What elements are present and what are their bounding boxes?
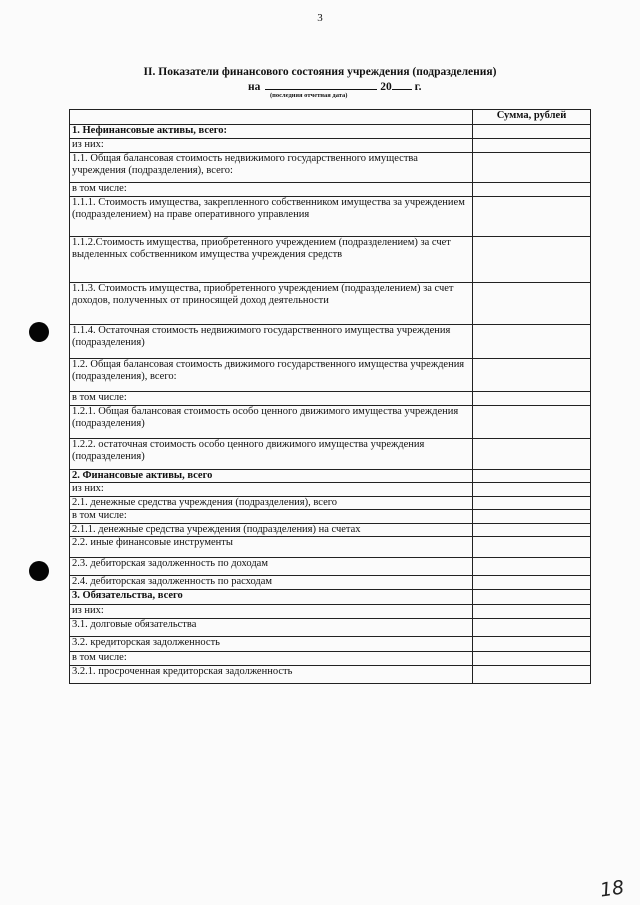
table-header-row [70, 110, 591, 125]
indicator-label: 2.3. дебиторская задолженность по доходам [70, 558, 473, 576]
table-row [70, 483, 591, 497]
indicator-label: 1.2.1. Общая балансовая стоимость особо ценного движимого имущества учреждения (подразделения) [70, 405, 473, 438]
table-row [70, 282, 591, 324]
amount-cell[interactable] [473, 605, 591, 619]
indicator-label: 1.1.4. Остаточная стоимость недвижимого государственного имущества учреждения (подразделения) [70, 324, 473, 358]
indicator-label: 1.1.2.Стоимость имущества, приобретенного учреждением (подразделением) за счет выделенных собственником имущества учреждения средств [70, 236, 473, 282]
amount-cell[interactable] [473, 558, 591, 576]
indicator-label: 3.2. кредиторская задолженность [70, 637, 473, 652]
amount-cell[interactable] [473, 391, 591, 405]
indicator-label: 3.2.1. просроченная кредиторская задолженность [70, 665, 473, 683]
amount-cell[interactable] [473, 324, 591, 358]
indicator-label: 2.1. денежные средства учреждения (подразделения), всего [70, 496, 473, 510]
indicator-label: в том числе: [70, 510, 473, 524]
amount-cell[interactable] [473, 236, 591, 282]
table-row [70, 523, 591, 537]
amount-cell[interactable] [473, 405, 591, 438]
date-blank [265, 78, 377, 90]
indicator-label: 1.1.1. Стоимость имущества, закрепленного собственником имущества за учреждением (подразделением) на праве оперативного управления [70, 196, 473, 236]
punch-hole-top [29, 322, 49, 342]
amount-cell[interactable] [473, 125, 591, 139]
amount-cell[interactable] [473, 469, 591, 483]
amount-cell[interactable] [473, 652, 591, 666]
indicator-label: 3. Обязательства, всего [70, 590, 473, 605]
indicator-label: в том числе: [70, 652, 473, 666]
amount-cell[interactable] [473, 139, 591, 153]
indicator-label: 1.2. Общая балансовая стоимость движимого государственного имущества учреждения (подразделения), всего: [70, 358, 473, 391]
section-title: II. Показатели финансового состояния учреждения (подразделения) [143, 66, 497, 78]
amount-cell[interactable] [473, 637, 591, 652]
table-row [70, 405, 591, 438]
year-blank [392, 78, 412, 90]
financial-indicators-table [69, 109, 591, 684]
punch-hole-bottom [29, 561, 49, 581]
table-row [70, 469, 591, 483]
indicator-label: 2.4. дебиторская задолженность по расходам [70, 576, 473, 590]
indicator-label: в том числе: [70, 182, 473, 196]
year-suffix: г. [414, 81, 422, 93]
amount-cell[interactable] [473, 537, 591, 558]
amount-cell[interactable] [473, 665, 591, 683]
table-row [70, 510, 591, 524]
indicator-label: из них: [70, 139, 473, 153]
table-row [70, 637, 591, 652]
indicator-label: 1. Нефинансовые активы, всего: [70, 125, 473, 139]
indicator-label: 1.2.2. остаточная стоимость особо ценного движимого имущества учреждения (подразделения) [70, 438, 473, 469]
table-row [70, 152, 591, 182]
table-row [70, 324, 591, 358]
amount-cell[interactable] [473, 438, 591, 469]
page-number: 3 [317, 12, 323, 24]
table-row [70, 590, 591, 605]
date-caption: (последняя отчетная дата) [270, 92, 348, 99]
table-row [70, 438, 591, 469]
amount-cell[interactable] [473, 523, 591, 537]
table-row [70, 558, 591, 576]
indicator-label: 1.1.3. Стоимость имущества, приобретенного учреждением (подразделением) за счет доходов, полученных от приносящей доход деятельности [70, 282, 473, 324]
table-row [70, 358, 591, 391]
table-row [70, 125, 591, 139]
table-row [70, 391, 591, 405]
amount-cell[interactable] [473, 483, 591, 497]
table-row [70, 196, 591, 236]
table-row [70, 576, 591, 590]
indicator-label: 2.2. иные финансовые инструменты [70, 537, 473, 558]
indicator-header [70, 110, 473, 125]
table-row [70, 619, 591, 637]
date-prefix: на [248, 81, 261, 93]
table-row [70, 236, 591, 282]
handwritten-page-number: 18 [598, 876, 626, 902]
amount-cell[interactable] [473, 152, 591, 182]
table-row [70, 139, 591, 153]
amount-cell[interactable] [473, 358, 591, 391]
indicator-label: 1.1. Общая балансовая стоимость недвижимого государственного имущества учреждения (подразделения), всего: [70, 152, 473, 182]
table-row [70, 496, 591, 510]
amount-cell[interactable] [473, 576, 591, 590]
indicator-label: 2.1.1. денежные средства учреждения (подразделения) на счетах [70, 523, 473, 537]
table-row [70, 665, 591, 683]
table-row [70, 537, 591, 558]
amount-cell[interactable] [473, 196, 591, 236]
table-row [70, 182, 591, 196]
indicator-label: 2. Финансовые активы, всего [70, 469, 473, 483]
indicator-label: в том числе: [70, 391, 473, 405]
report-date-line [248, 78, 421, 93]
year-prefix: 20 [380, 81, 392, 93]
amount-cell[interactable] [473, 182, 591, 196]
indicator-label: 3.1. долговые обязательства [70, 619, 473, 637]
amount-cell[interactable] [473, 496, 591, 510]
table-row [70, 652, 591, 666]
amount-cell[interactable] [473, 619, 591, 637]
amount-cell[interactable] [473, 282, 591, 324]
indicator-label: из них: [70, 605, 473, 619]
table-body [70, 125, 591, 684]
amount-cell[interactable] [473, 590, 591, 605]
table-row [70, 605, 591, 619]
amount-cell[interactable] [473, 510, 591, 524]
indicator-label: из них: [70, 483, 473, 497]
amount-header: Сумма, рублей [473, 110, 591, 125]
